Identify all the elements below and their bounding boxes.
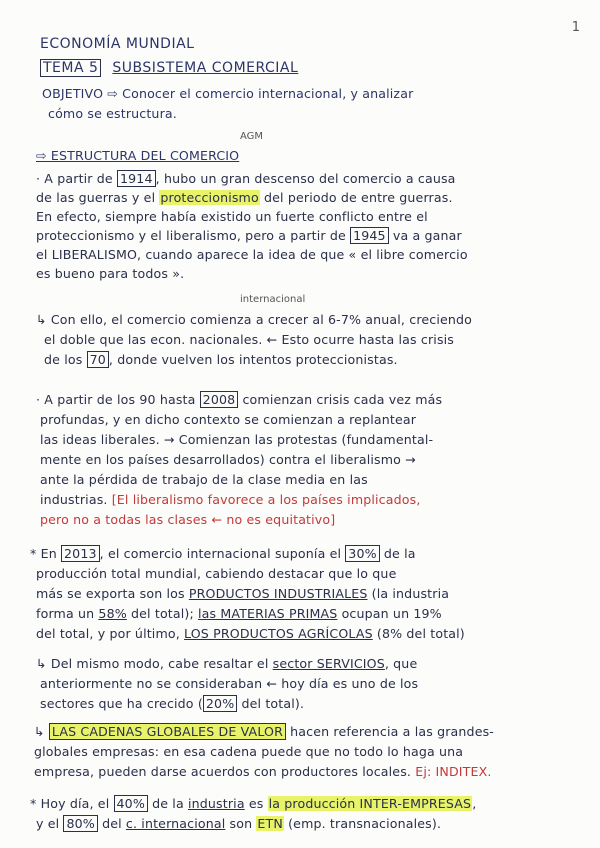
s5-text: ,: [472, 796, 477, 811]
pct-80: 80%: [63, 815, 97, 832]
p2-line-2: el doble que las econ. nacionales. ← Esto ocurre hasta las crisis: [44, 332, 455, 347]
cadenas-globales: LAS CADENAS GLOBALES DE VALOR: [49, 723, 286, 740]
s3-line-7: anteriormente no se consideraban ← hoy día es uno de los: [40, 676, 419, 691]
s2-line-1: [36, 392, 442, 408]
s3-line-8: [40, 696, 304, 712]
p1-line-6: es bueno para todos ».: [36, 266, 185, 281]
p1-line-1: [36, 171, 456, 187]
course-title: ECONOMÍA MUNDIAL: [40, 36, 195, 52]
year-2008: 2008: [200, 391, 239, 408]
example-inditex: Ej: INDITEX.: [415, 764, 492, 779]
red-note-1: [El liberalismo favorece a los países implicados,: [111, 492, 421, 507]
s4-line-2: globales empresas: en esa cadena puede que no todo lo haga una: [34, 744, 464, 759]
p1-line-2: [36, 190, 453, 206]
p1-text: va a ganar: [388, 228, 462, 243]
s2-text: industrias.: [40, 492, 112, 507]
s3-text: del total).: [237, 696, 305, 711]
p1-line-5: el LIBERALISMO, cuando aparece la idea de que « el libre comercio: [36, 247, 468, 262]
s4-text: hacen referencia a las grandes-: [286, 724, 495, 739]
s5-text: del: [97, 816, 126, 831]
s5-line-1: [30, 796, 476, 812]
s3-text: (8% del total): [372, 626, 465, 641]
p1-line-3: En efecto, siempre había existido un fuerte conflicto entre el: [36, 209, 428, 224]
s2-line-4: mente en los países desarrollados) contra el liberalismo →: [40, 452, 416, 467]
s3-text: de la: [379, 546, 416, 561]
year-1945: 1945: [350, 227, 389, 244]
p1-text: del periodo de entre guerras.: [259, 190, 453, 205]
s2-text: · A partir de los 90 hasta: [36, 392, 200, 407]
s3-text: , que: [384, 656, 418, 671]
p1-line-4: [36, 228, 462, 244]
s2-text: comienzan crisis cada vez más: [238, 392, 443, 407]
page-number: 1: [571, 20, 580, 35]
etn-highlight: ETN: [257, 816, 283, 831]
s3-text: ↳ Del mismo modo, cabe resaltar el: [36, 656, 273, 671]
s5-text: de la: [147, 796, 188, 811]
s3-text: * En: [30, 546, 61, 561]
p2-text: , donde vuelven los intentos proteccionistas.: [108, 352, 398, 367]
s2-line-5: ante la pérdida de trabajo de la clase media en las: [40, 472, 368, 487]
s3-line-3: [36, 586, 449, 602]
p1-text: , hubo un gran descenso del comercio a causa: [155, 171, 456, 186]
s3-text: más se exporta son los: [36, 586, 189, 601]
s2-line-3: las ideas liberales. → Comienzan las protestas (fundamental-: [40, 432, 434, 447]
s4-text: ↳: [34, 724, 49, 739]
s5-text: (emp. transnacionales).: [283, 816, 442, 831]
agm-note: AGM: [240, 131, 264, 142]
s3-text: , el comercio internacional suponía el: [99, 546, 346, 561]
p2-text: de los: [44, 352, 87, 367]
productos-agricolas: LOS PRODUCTOS AGRÍCOLAS: [184, 626, 373, 641]
s3-text: forma un: [36, 606, 99, 621]
s3-line-5: [36, 626, 465, 642]
s4-text: empresa, pueden darse acuerdos con productores locales.: [34, 764, 416, 779]
s3-line-1: [30, 546, 416, 562]
materias-primas: las MATERIAS PRIMAS: [198, 606, 338, 621]
highlight-proteccionismo: proteccionismo: [160, 190, 259, 205]
s3-text: del total, y por último,: [36, 626, 185, 641]
s3-line-2: producción total mundial, cabiendo destacar que lo que: [36, 566, 397, 581]
section-heading-estructura: ⇨ ESTRUCTURA DEL COMERCIO: [36, 148, 240, 163]
tema-title: SUBSISTEMA COMERCIAL: [112, 60, 299, 76]
p1-text: · A partir de: [36, 171, 117, 186]
s3-line-6: [36, 656, 417, 672]
s5-text: son: [225, 816, 257, 831]
objective-line-2: cómo se estructura.: [48, 106, 177, 121]
comercio-internacional: c. internacional: [125, 816, 226, 831]
s4-line-1: [34, 724, 494, 740]
pct-58: 58%: [98, 606, 127, 621]
s3-text: del total);: [126, 606, 199, 621]
tema-heading: [40, 60, 298, 76]
s5-line-2: [36, 816, 441, 832]
p2-line-1: ↳ Con ello, el comercio comienza a crecer al 6-7% anual, creciendo: [36, 312, 473, 327]
year-70: 70: [87, 351, 109, 368]
p1-text: de las guerras y el: [36, 190, 160, 205]
productos-industriales: PRODUCTOS INDUSTRIALES: [188, 586, 368, 601]
red-note-2: pero no a todas las clases ← no es equitativo]: [40, 512, 336, 527]
industria: industria: [187, 796, 245, 811]
s3-text: ocupan un 19%: [337, 606, 442, 621]
s3-line-4: [36, 606, 442, 622]
year-2013: 2013: [61, 545, 100, 562]
objective-line-1: OBJETIVO ⇨ Conocer el comercio internacional, y analizar: [42, 86, 414, 101]
pct-40: 40%: [114, 795, 148, 812]
s2-line-6: [40, 492, 420, 508]
pct-30: 30%: [345, 545, 379, 562]
p2-line-3: [44, 352, 398, 368]
s2-line-2: profundas, y en dicho contexto se comienzan a replantear: [40, 412, 417, 427]
sector-servicios: sector SERVICIOS: [272, 656, 385, 671]
s5-text: y el: [36, 816, 64, 831]
s5-text: es: [244, 796, 268, 811]
s4-line-3: [34, 764, 492, 780]
year-1914: 1914: [117, 170, 156, 187]
s3-text: (la industria: [367, 586, 450, 601]
p1-text: proteccionismo y el liberalismo, pero a partir de: [36, 228, 351, 243]
s5-text: * Hoy día, el: [30, 796, 114, 811]
s3-text: sectores que ha crecido (: [40, 696, 203, 711]
pct-20: 20%: [203, 695, 237, 712]
tema-label: TEMA 5: [40, 59, 101, 77]
inter-empresas-highlight: la producción INTER-EMPRESAS: [268, 796, 472, 811]
internacional-note: internacional: [240, 294, 306, 305]
